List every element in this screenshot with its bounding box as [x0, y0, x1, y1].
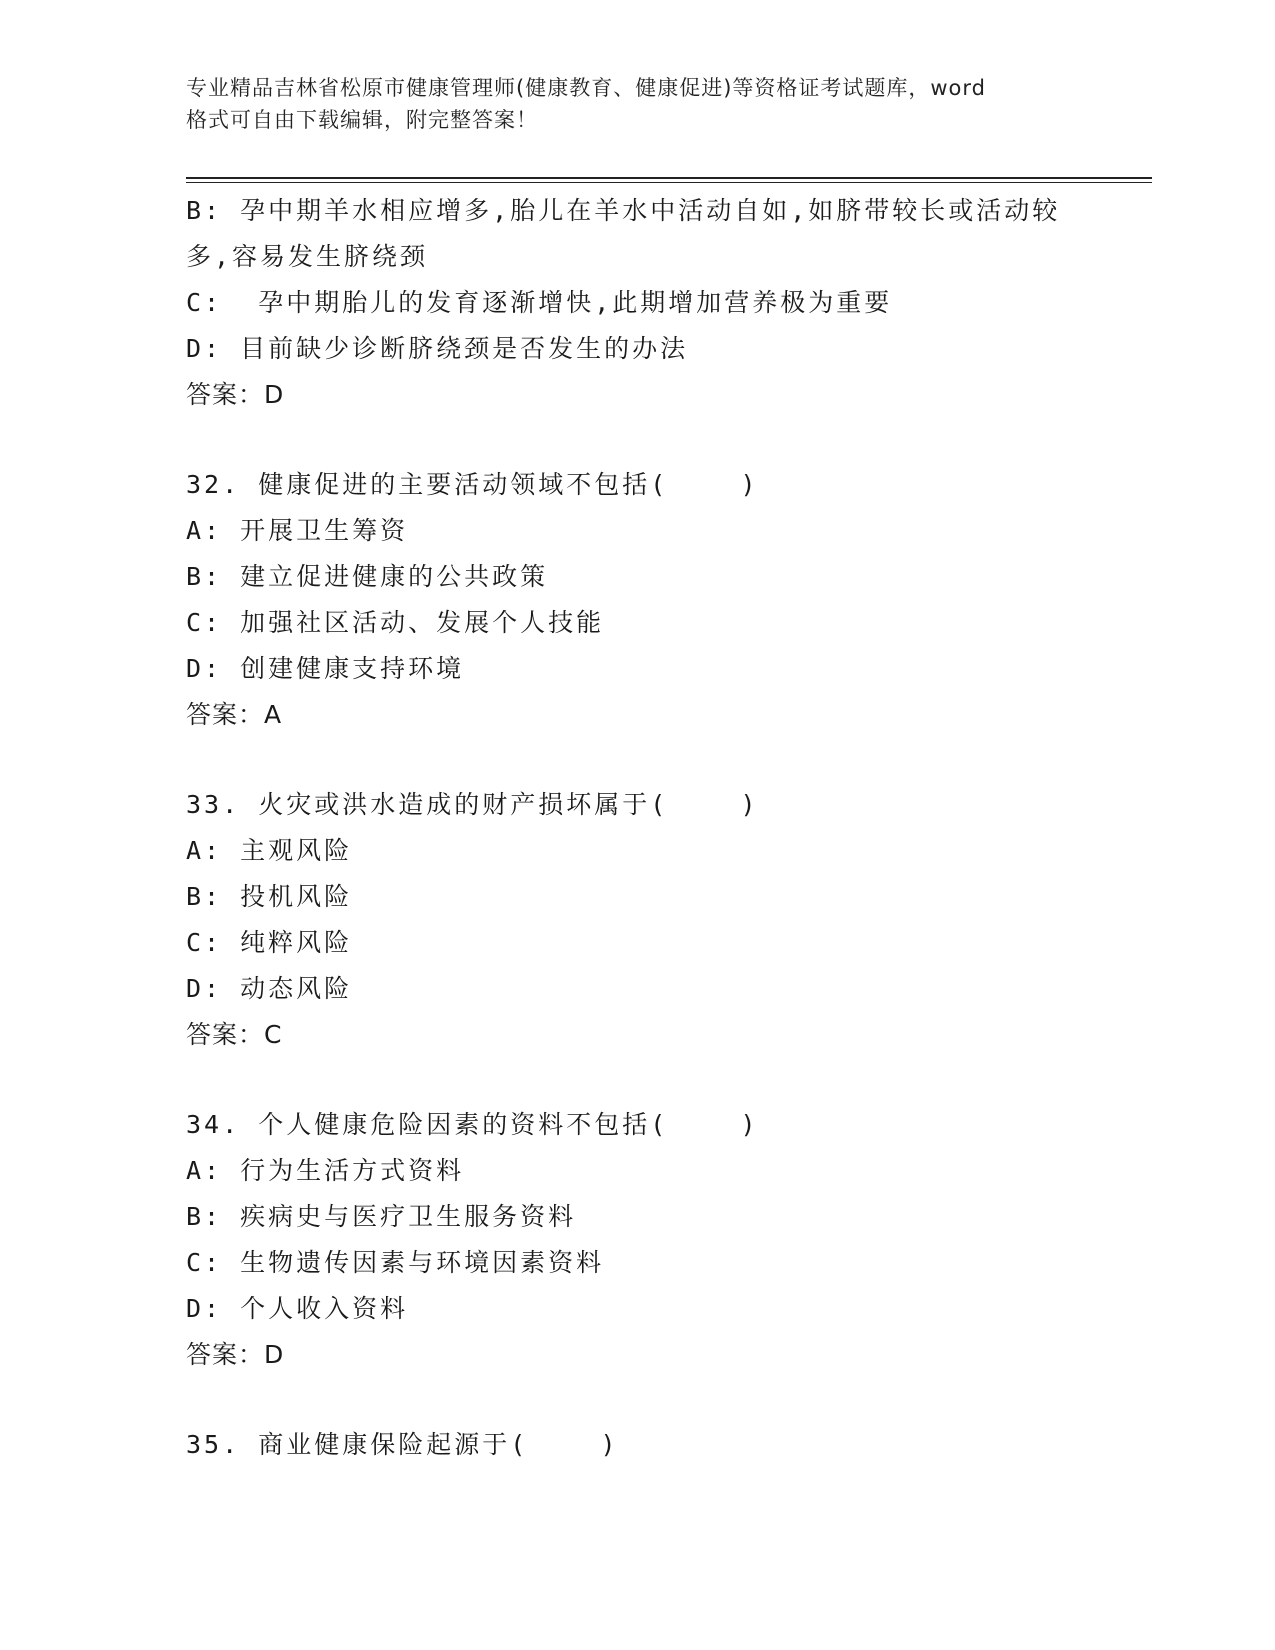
header-rule-thick [186, 177, 1152, 179]
option-d: D: 创建健康支持环境 [186, 654, 465, 683]
header-rule-thin [186, 182, 1152, 183]
question-stem: 32. 健康促进的主要活动领域不包括( ) [186, 470, 759, 499]
question-32 [186, 462, 1086, 738]
option-b-line-2: 多,容易发生脐绕颈 [186, 242, 429, 271]
answer: 答案：A [186, 700, 283, 729]
document-header [186, 72, 1086, 136]
answer: 答案：D [186, 380, 285, 409]
header-line-1: 专业精品吉林省松原市健康管理师(健康教育、健康促进)等资格证考试题库，word [186, 76, 987, 100]
option-d: D: 个人收入资料 [186, 1294, 409, 1323]
option-c: C: 纯粹风险 [186, 928, 353, 957]
option-d: D: 动态风险 [186, 974, 353, 1003]
question-stem: 33. 火灾或洪水造成的财产损坏属于( ) [186, 790, 759, 819]
question-31-tail [186, 188, 1086, 418]
option-c: C: 孕中期胎儿的发育逐渐增快,此期增加营养极为重要 [186, 288, 893, 317]
option-b: B: 疾病史与医疗卫生服务资料 [186, 1202, 577, 1231]
question-34 [186, 1102, 1086, 1378]
answer: 答案：C [186, 1020, 283, 1049]
option-b: B: 建立促进健康的公共政策 [186, 562, 549, 591]
option-c: C: 加强社区活动、发展个人技能 [186, 608, 605, 637]
spacer [186, 1058, 1086, 1102]
question-stem: 35. 商业健康保险起源于( ) [186, 1430, 619, 1459]
option-b: B: 投机风险 [186, 882, 353, 911]
question-stem: 34. 个人健康危险因素的资料不包括( ) [186, 1110, 759, 1139]
option-a: A: 主观风险 [186, 836, 353, 865]
question-content [186, 188, 1086, 1468]
option-b-line-1: B: 孕中期羊水相应增多,胎儿在羊水中活动自如,如脐带较长或活动较 [186, 196, 1061, 225]
option-a: A: 行为生活方式资料 [186, 1156, 465, 1185]
option-d: D: 目前缺少诊断脐绕颈是否发生的办法 [186, 334, 689, 363]
spacer [186, 418, 1086, 462]
question-33 [186, 782, 1086, 1058]
header-line-2: 格式可自由下载编辑，附完整答案！ [186, 108, 538, 132]
answer: 答案：D [186, 1340, 285, 1369]
option-a: A: 开展卫生筹资 [186, 516, 409, 545]
question-35 [186, 1422, 1086, 1468]
spacer [186, 738, 1086, 782]
option-c: C: 生物遗传因素与环境因素资料 [186, 1248, 605, 1277]
spacer [186, 1378, 1086, 1422]
